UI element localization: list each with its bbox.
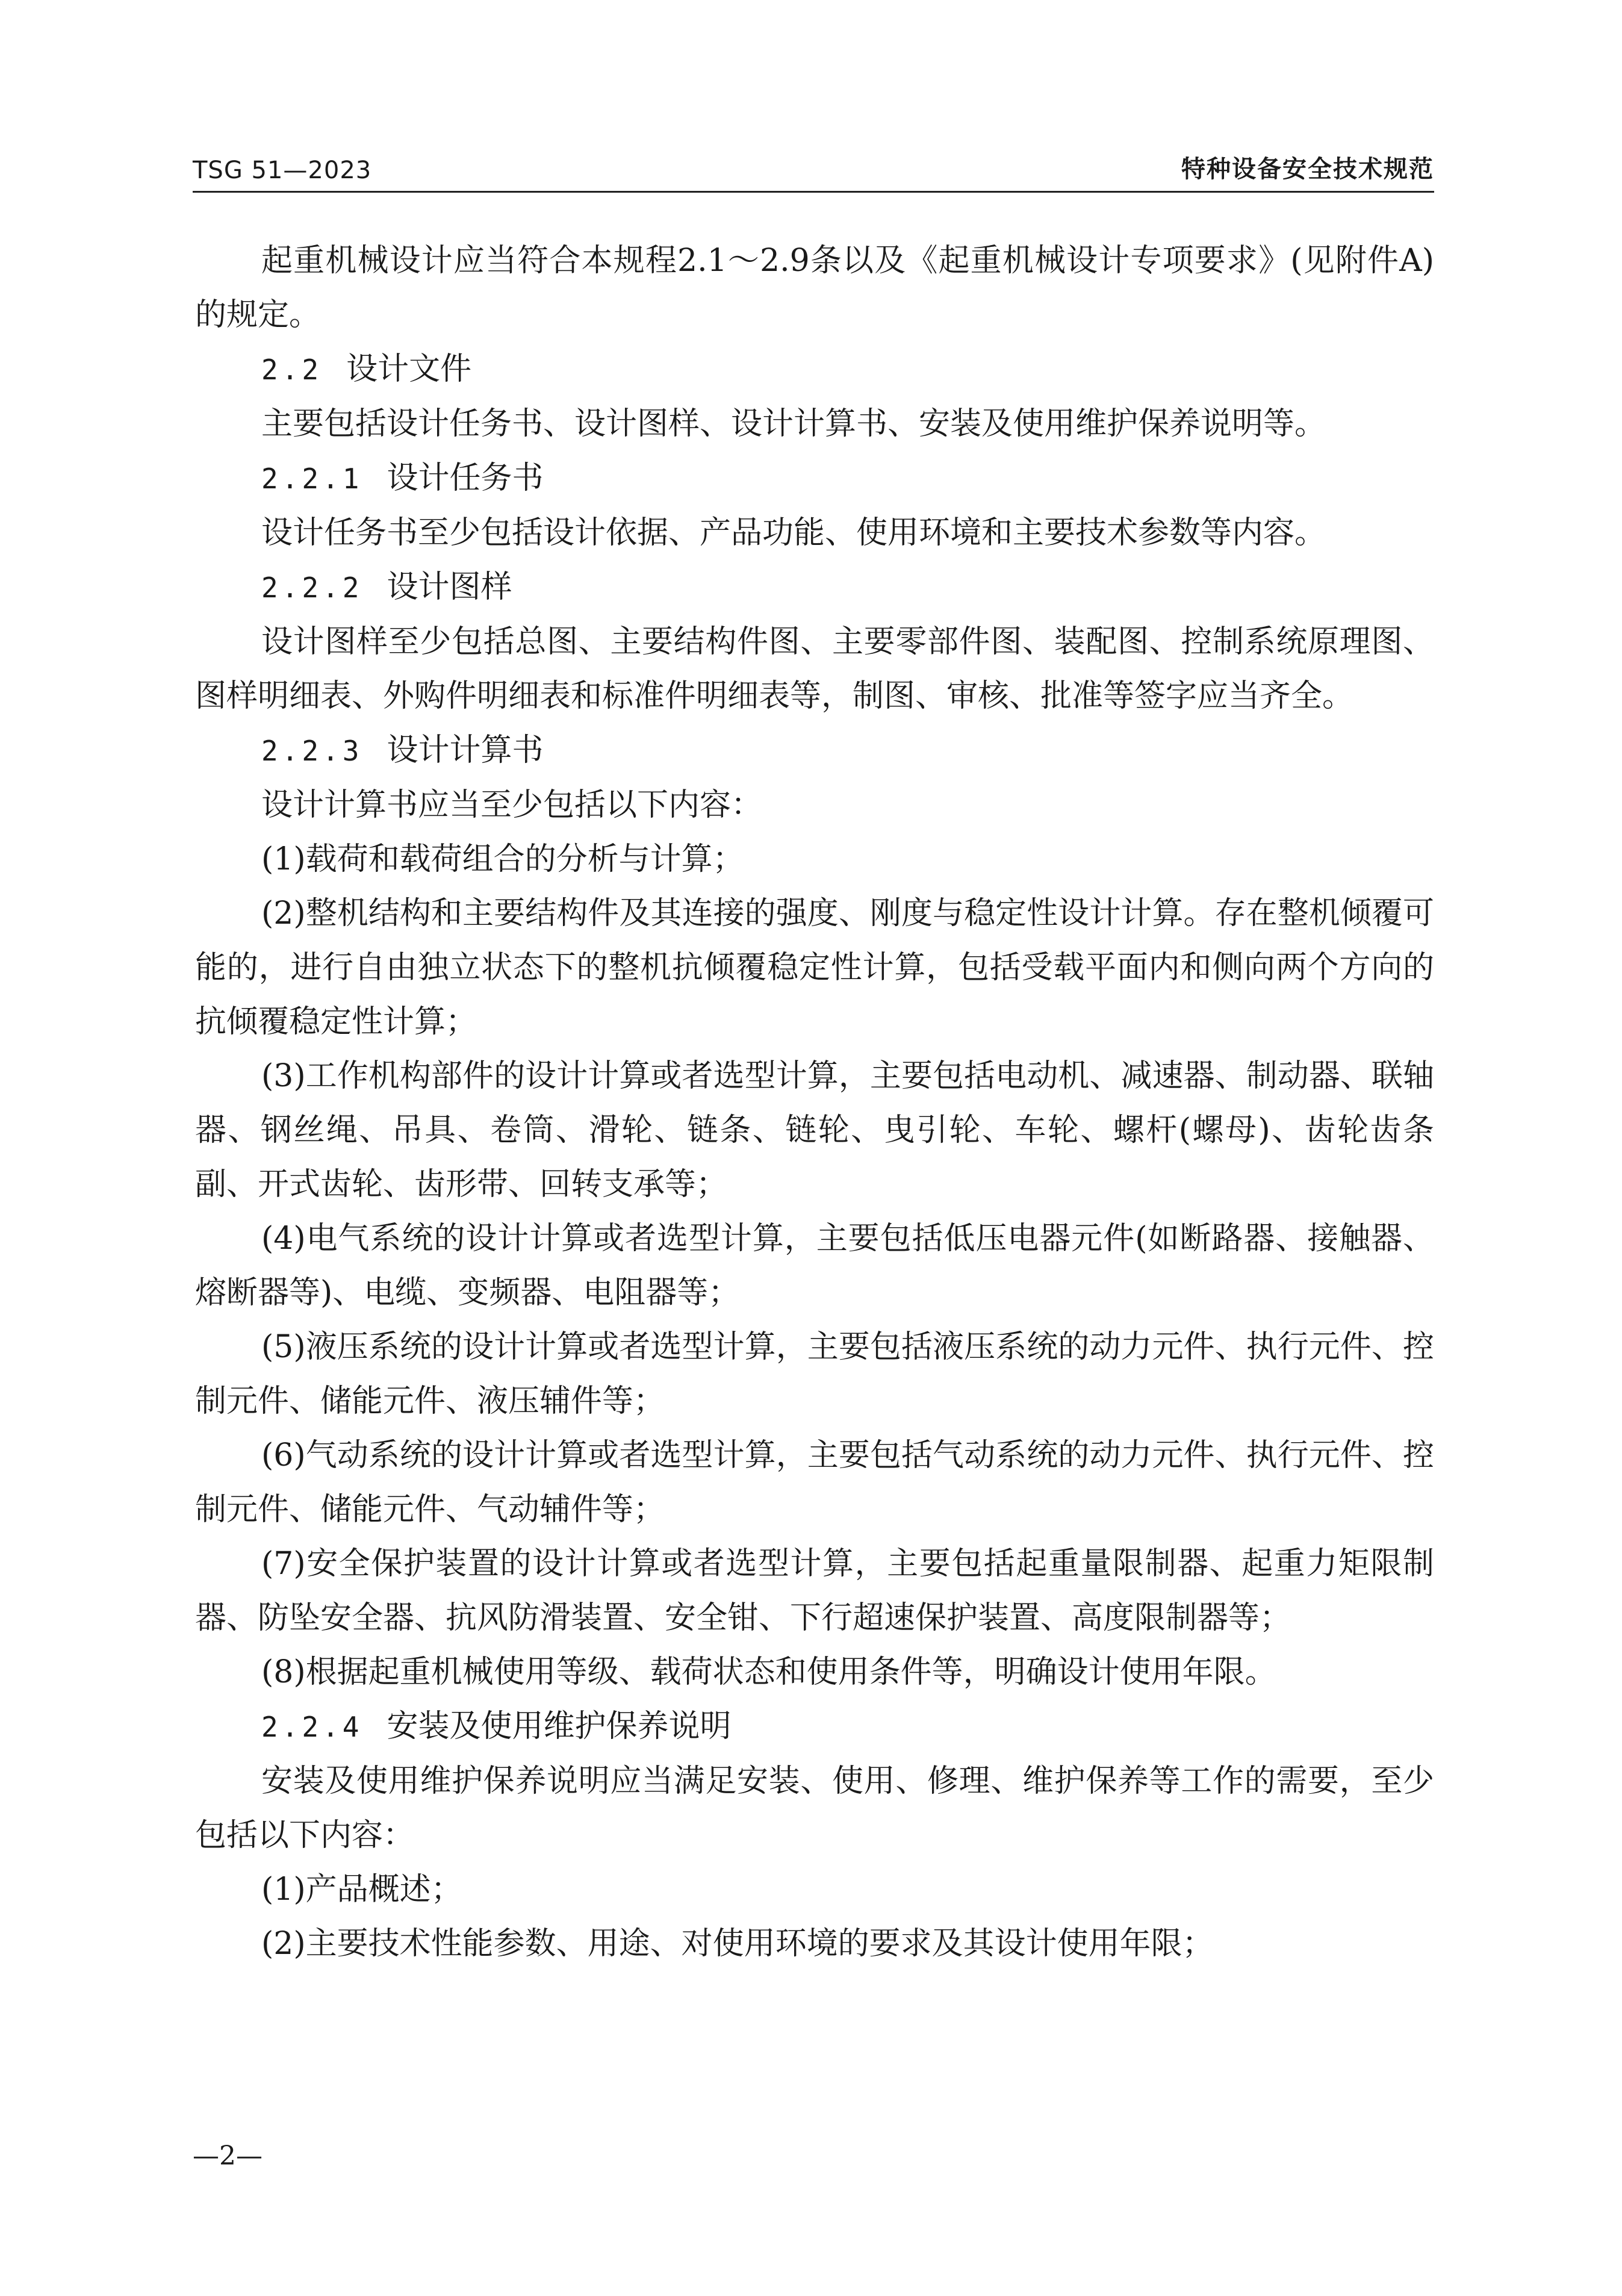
section-number: 2.2 [261,353,323,386]
section-number: 2.2.4 [261,1711,363,1743]
page-number: —2— [193,2141,263,2171]
header-divider [193,191,1434,193]
section-number: 2.2.2 [261,571,363,604]
list-item: (5)液压系统的设计计算或者选型计算，主要包括液压系统的动力元件、执行元件、控制元件、储能元件、液压辅件等； [195,1329,1434,1419]
list-item: (4)电气系统的设计计算或者选型计算，主要包括低压电器元件(如断路器、接触器、熔断器等)、电缆、变频器、电阻器等； [195,1221,1434,1311]
page-body [195,234,1434,1971]
section-title: 安装及使用维护保养说明 [387,1708,732,1744]
list-item: (8)根据起重机械使用等级、载荷状态和使用条件等，明确设计使用年限。 [261,1654,1276,1690]
list-item: (1)载荷和载荷组合的分析与计算； [261,841,744,877]
section-heading-2-2 [195,342,1434,397]
section-2-2-1-paragraph: 设计任务书至少包括设计依据、产品功能、使用环境和主要技术参数等内容。 [261,515,1326,551]
section-2-2-3-paragraph: 设计计算书应当至少包括以下内容： [261,787,763,823]
section-2-2-2-paragraph: 设计图样至少包括总图、主要结构件图、主要零部件图、装配图、控制系统原理图、图样明细表、外购件明细表和标准件明细表等，制图、审核、批准等签字应当齐全。 [195,624,1434,714]
section-title: 设计文件 [346,351,472,387]
section-heading-2-2-4 [195,1699,1434,1754]
list-item: (7)安全保护装置的设计计算或者选型计算，主要包括起重量限制器、起重力矩限制器、防坠安全器、抗风防滑装置、安全钳、下行超速保护装置、高度限制器等； [195,1546,1434,1636]
regulation-code: TSG 51—2023 [193,157,372,184]
section-title: 设计计算书 [387,732,544,768]
section-heading-2-2-1 [195,451,1434,506]
section-2-2-4-paragraph: 安装及使用维护保养说明应当满足安装、使用、修理、维护保养等工作的需要，至少包括以下内容： [195,1763,1434,1853]
list-item: (6)气动系统的设计计算或者选型计算，主要包括气动系统的动力元件、执行元件、控制元件、储能元件、气动辅件等； [195,1437,1434,1528]
section-heading-2-2-3 [195,723,1434,778]
list-item: (3)工作机构部件的设计计算或者选型计算，主要包括电动机、减速器、制动器、联轴器、钢丝绳、吊具、卷筒、滑轮、链条、链轮、曳引轮、车轮、螺杆(螺母)、齿轮齿条副、开式齿轮、齿形带、回转支承等； [195,1058,1434,1202]
section-number: 2.2.3 [261,735,363,767]
list-item: (1)产品概述； [261,1871,462,1908]
section-number: 2.2.1 [261,462,363,495]
section-heading-2-2-2 [195,560,1434,615]
list-item: (2)主要技术性能参数、用途、对使用环境的要求及其设计使用年限； [261,1926,1214,1962]
list-item: (2)整机结构和主要结构件及其连接的强度、刚度与稳定性设计计算。存在整机倾覆可能的，进行自由独立状态下的整机抗倾覆稳定性计算，包括受载平面内和侧向两个方向的抗倾覆稳定性计算； [195,895,1434,1040]
intro-paragraph: 起重机械设计应当符合本规程2.1～2.9条以及《起重机械设计专项要求》(见附件A)的规定。 [195,243,1434,333]
page-header [193,145,1434,193]
regulation-series-title: 特种设备安全技术规范 [1181,155,1434,183]
section-title: 设计图样 [387,569,512,605]
section-title: 设计任务书 [387,460,544,496]
section-2-2-paragraph: 主要包括设计任务书、设计图样、设计计算书、安装及使用维护保养说明等。 [261,406,1326,442]
